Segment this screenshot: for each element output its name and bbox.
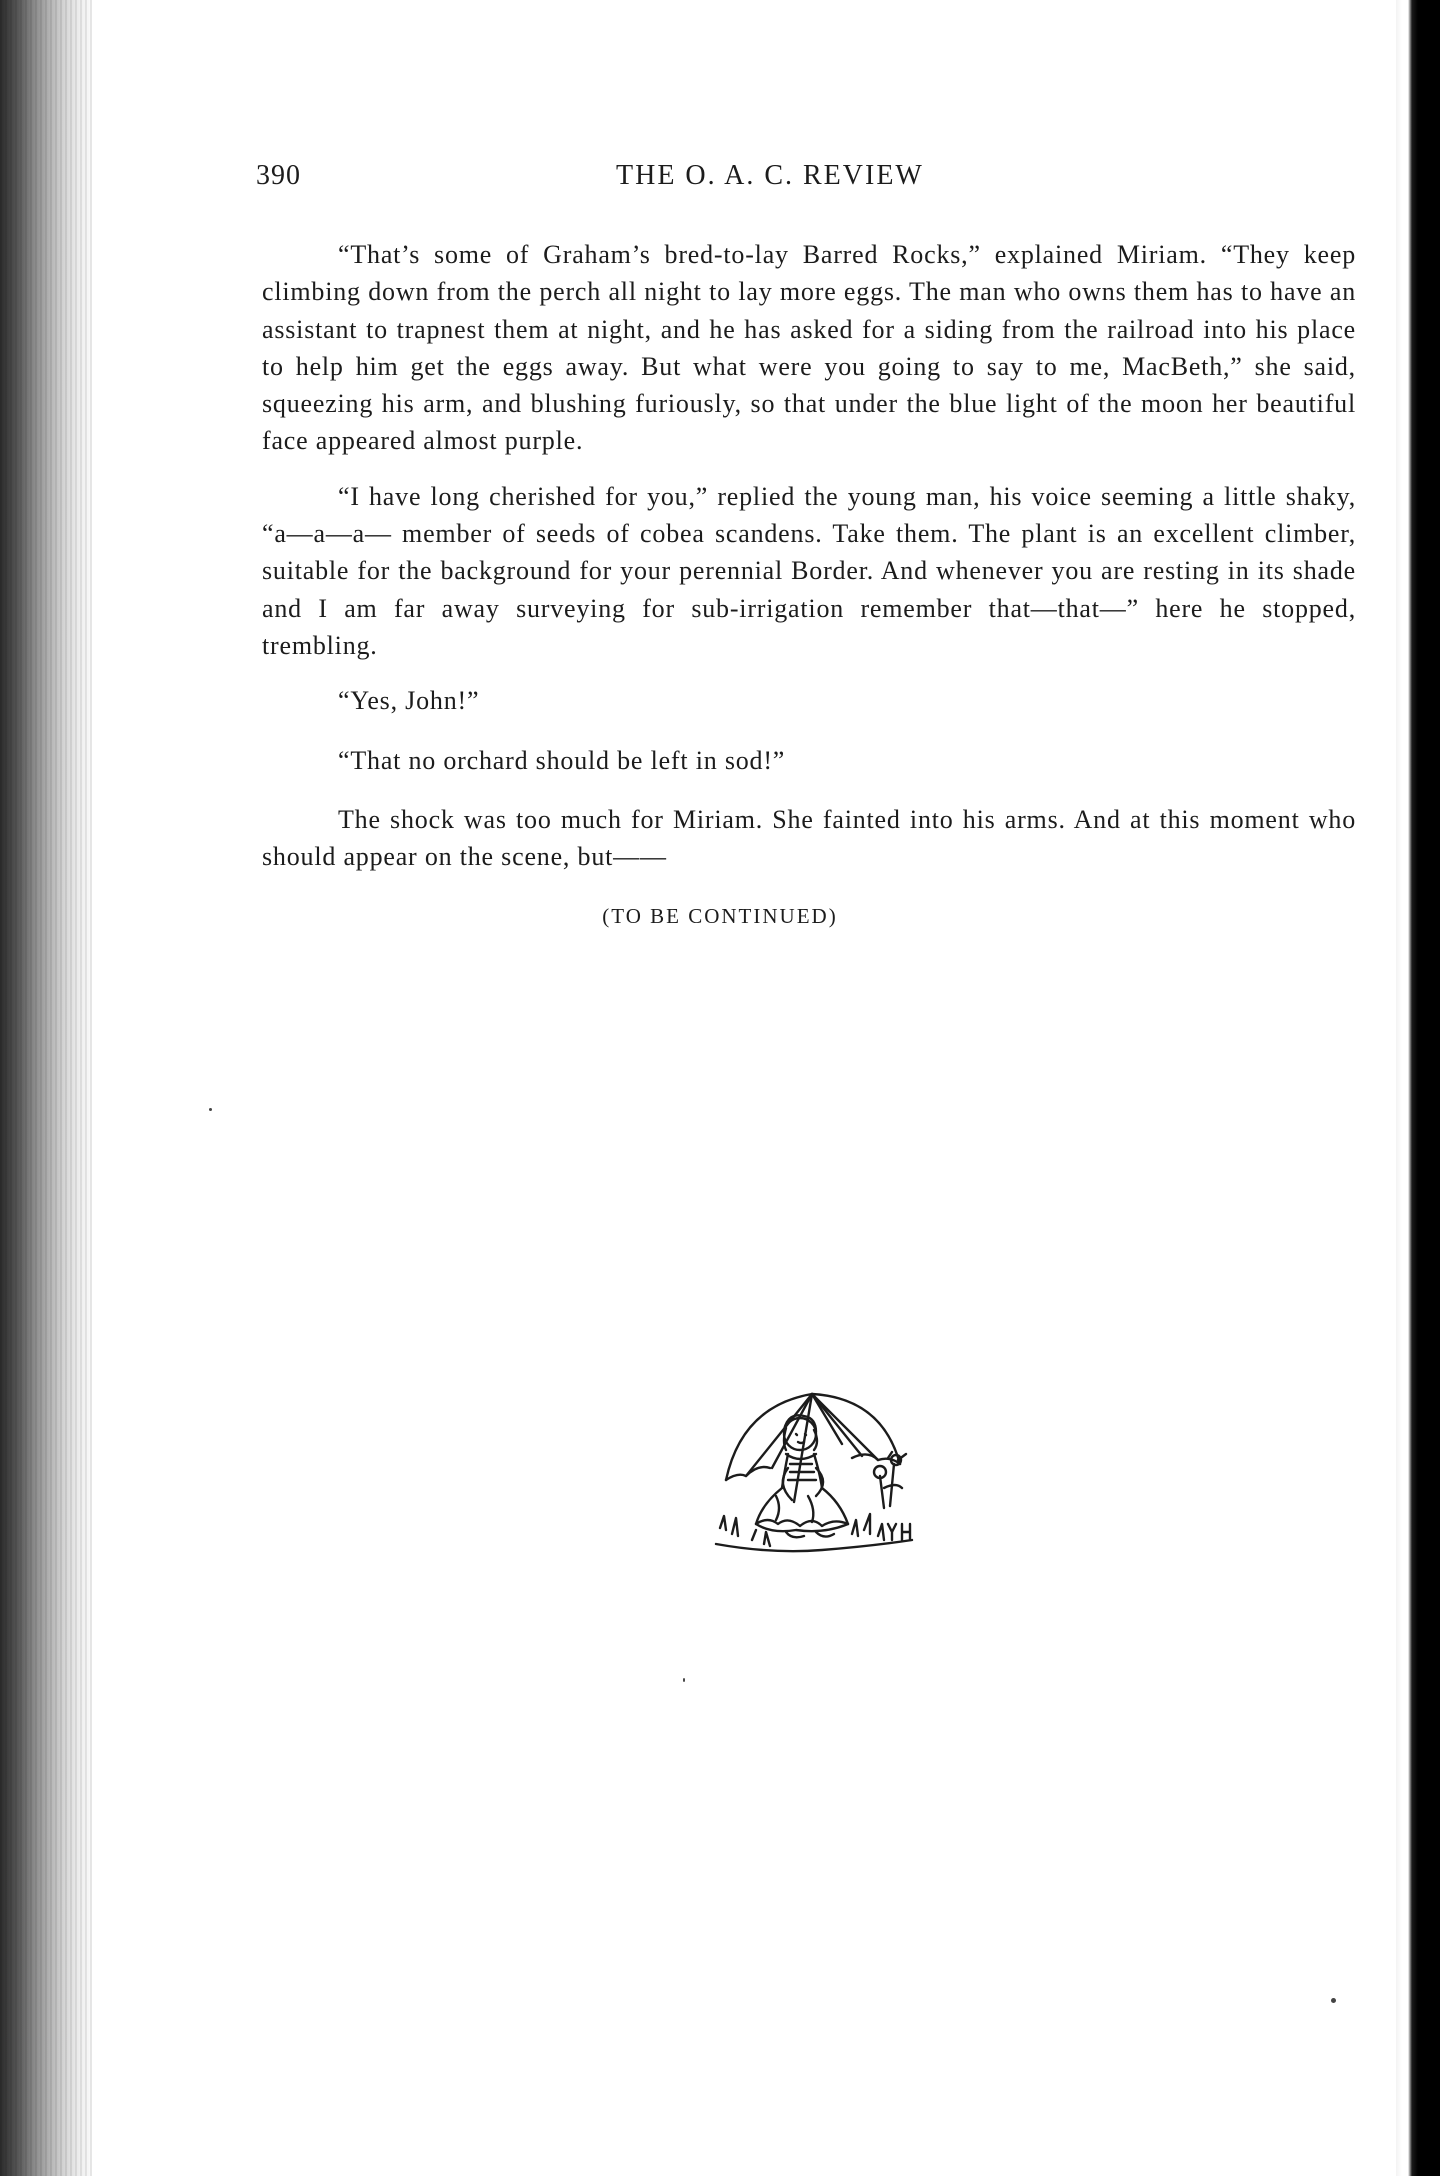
paragraph-miriam-explains: “That’s some of Graham’s bred-to-lay Barred Rocks,” explained Miriam. “They keep climbing down from the perch all night to lay more eggs. The man who owns them has to have an assistant to trapnest them at night, and he has asked for a siding from the railroad into his place to help him get the eggs away. But what were you going to say to me, MacBeth,” she said, squeezing his arm, and blushing furiously, so that under the blue light of the moon her beautiful face appeared almost purple. [262, 240, 1356, 456]
paragraph-shock: The shock was too much for Miriam. She fainted into his arms. And at this moment who should appear on the scene, but—— [262, 804, 1356, 872]
facing-page-edge [1396, 0, 1440, 2176]
book-spine-shadow [0, 0, 92, 2176]
paragraph-yes-john: “Yes, John!” [338, 686, 480, 716]
page-number: 390 [256, 160, 301, 191]
running-title: THE O. A. C. REVIEW [616, 160, 924, 191]
to-be-continued-note: (TO BE CONTINUED) [602, 904, 838, 928]
article-body [262, 236, 1356, 893]
paragraph-orchard-sod: “That no orchard should be left in sod!” [338, 745, 786, 775]
paper-speck [683, 1678, 685, 1682]
page-header [256, 160, 1040, 200]
paragraph-young-man-replies: “I have long cherished for you,” replied the young man, his voice seeming a little shaky, “a—a—a— member of seeds of cobea scandens. Take them. The plant is an excellent climber, suitable for the background for your perennial Border. And whenever you are resting in its shade and I am far away surveying for sub-irrigation remember that—that—” here he stopped, trembling. [262, 481, 1356, 660]
paper-speck [1331, 1998, 1336, 2003]
girl-with-parasol-illustration [712, 1384, 932, 1560]
paper-speck [209, 1108, 212, 1111]
